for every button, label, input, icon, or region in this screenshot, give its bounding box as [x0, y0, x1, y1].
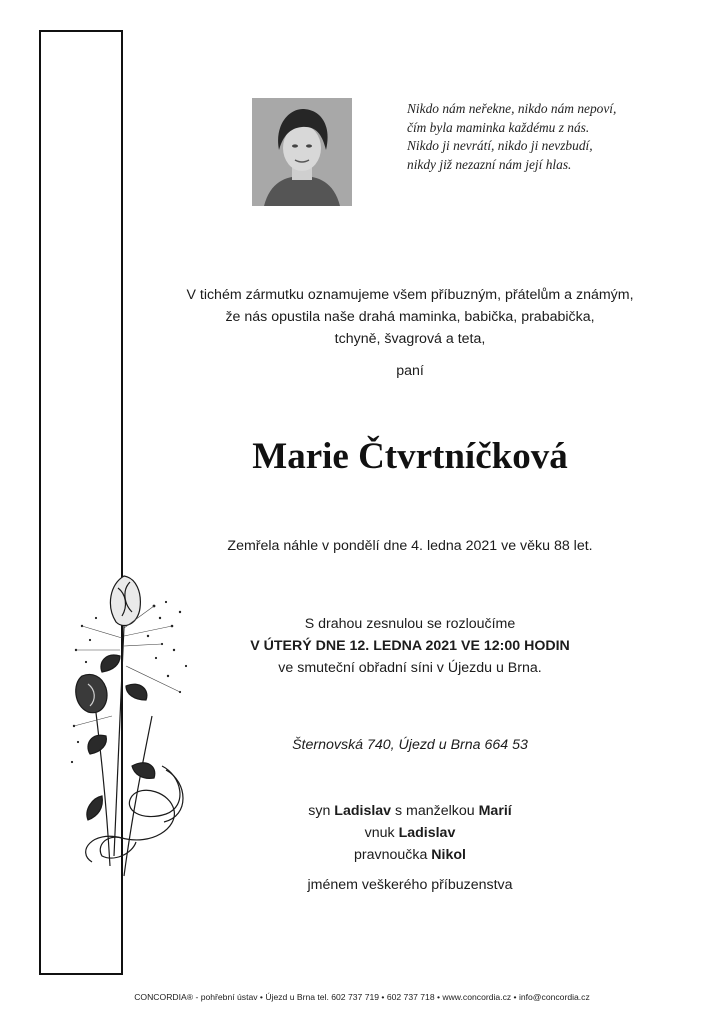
funeral-intro: S drahou zesnulou se rozloučíme — [304, 616, 516, 632]
portrait-photo — [252, 98, 352, 206]
mourner-line — [140, 822, 680, 844]
mourner-line — [140, 800, 680, 822]
poem-line: Nikdo nám neřekne, nikdo nám nepoví, — [407, 101, 617, 116]
announcement-line: že nás opustila naše drahá maminka, babička, prababička, — [225, 309, 595, 325]
mourner-name: Nikol — [431, 847, 466, 863]
mourner-name: Marií — [478, 803, 512, 819]
funeral-home-footer: CONCORDIA® - pohřební ústav • Újezd u Brna tel. 602 737 719 • 602 737 718 • www.concordia.cz • info@concordia.cz — [134, 992, 590, 1002]
announcement-line: V tichém zármutku oznamujeme všem příbuzným, přátelům a známým, — [186, 287, 634, 303]
honorific: paní — [396, 363, 424, 379]
mourner-line — [140, 844, 680, 866]
roses-illustration-icon — [62, 566, 197, 896]
announcement-line: tchyně, švagrová a teta, — [334, 331, 486, 347]
deceased-name: Marie Čtvrtníčková — [252, 436, 568, 477]
poem-line: čím byla maminka každému z nás. — [407, 119, 590, 135]
mourner-name: Ladislav — [398, 825, 456, 841]
relation-label: pravnoučka — [354, 847, 432, 863]
relation-label: syn — [308, 803, 335, 819]
mourner-name: Ladislav — [334, 803, 392, 819]
funeral-info — [140, 613, 680, 679]
poem-line: nikdy již nezazní nám její hlas. — [407, 156, 572, 172]
memorial-poem — [407, 100, 707, 174]
relation-label: vnuk — [364, 825, 399, 841]
funeral-datetime: V ÚTERÝ DNE 12. LEDNA 2021 VE 12:00 HODIN — [250, 638, 570, 654]
on-behalf-text: jménem veškerého příbuzenstva — [307, 877, 513, 893]
death-notice: Zemřela náhle v pondělí dne 4. ledna 2021 ve věku 88 let. — [227, 538, 593, 554]
family-address: Šternovská 740, Újezd u Brna 664 53 — [292, 737, 528, 753]
funeral-place: ve smuteční obřadní síni v Újezdu u Brna. — [278, 660, 542, 676]
announcement-text — [140, 284, 680, 350]
relation-label: s manželkou — [391, 803, 479, 819]
poem-line: Nikdo ji nevrátí, nikdo ji nevzbudí, — [407, 138, 593, 153]
mourners-list — [140, 800, 680, 866]
